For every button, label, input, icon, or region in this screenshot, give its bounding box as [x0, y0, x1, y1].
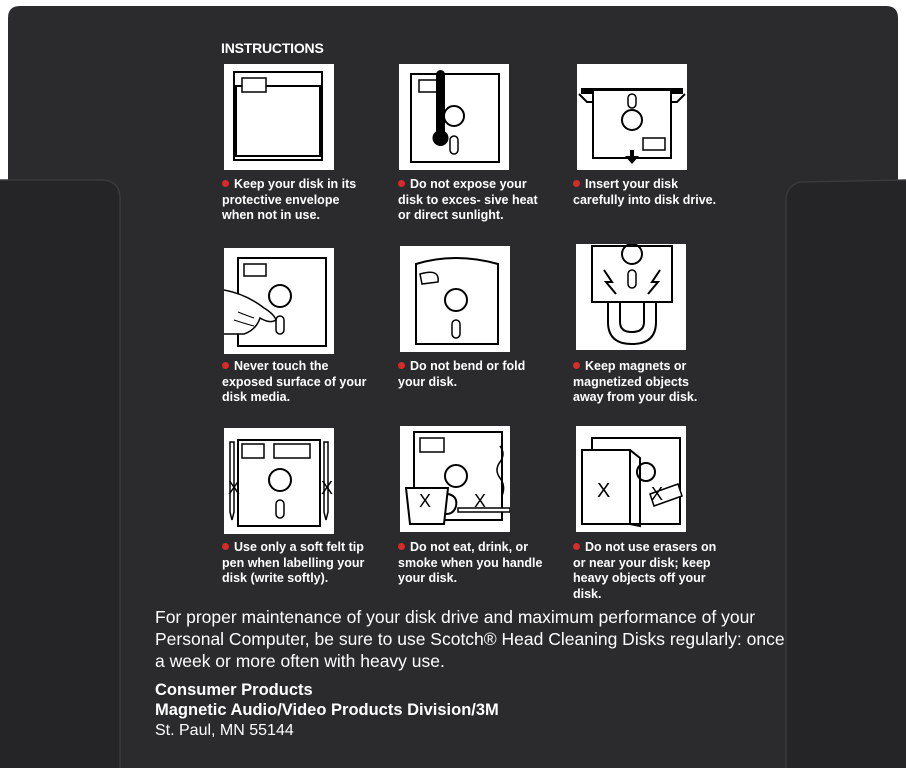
- page-title: INSTRUCTIONS: [221, 40, 324, 56]
- pen-illustration: [224, 428, 334, 534]
- drive-illustration: [577, 64, 687, 170]
- bullet-icon: [222, 180, 229, 187]
- bullet-icon: [398, 180, 405, 187]
- x-mark: X: [228, 478, 241, 498]
- bullet-icon: [222, 543, 229, 550]
- bend-illustration: [400, 246, 510, 352]
- magnet-illustration: [576, 244, 686, 350]
- x-mark: X: [474, 491, 487, 511]
- instruction-caption: Do not expose your disk to exces- sive heat or direct sunlight.: [398, 177, 538, 222]
- instruction-caption: Do not bend or fold your disk.: [398, 359, 526, 389]
- bullet-icon: [573, 180, 580, 187]
- food-illustration: [400, 426, 510, 532]
- heat-illustration: [399, 64, 509, 170]
- company-line-3: St. Paul, MN 55144: [155, 722, 294, 739]
- touch-illustration: [224, 248, 334, 354]
- instruction-caption: Insert your disk carefully into disk drive.: [573, 177, 717, 207]
- x-mark: X: [419, 491, 432, 511]
- instruction-caption: Keep your disk in its protective envelope when not in use.: [222, 177, 357, 222]
- instruction-caption: Use only a soft felt tip pen when labelling your disk (write softly).: [222, 540, 365, 585]
- maintenance-note: For proper maintenance of your disk drive and maximum performance of your Personal Computer, be sure to use Scotch® Head Cleaning Disks regularly: once a week or more often with heavy use.: [155, 607, 785, 671]
- company-line-2: Magnetic Audio/Video Products Division/3M: [155, 701, 499, 719]
- instruction-caption: Keep magnets or magnetized objects away from your disk.: [573, 359, 698, 404]
- bullet-icon: [398, 543, 405, 550]
- x-mark: X: [597, 480, 611, 502]
- bullet-icon: [573, 362, 580, 369]
- envelope-illustration: [224, 64, 334, 170]
- instruction-caption: Do not eat, drink, or smoke when you handle your disk.: [398, 540, 543, 585]
- x-mark: X: [651, 484, 664, 504]
- bullet-icon: [222, 362, 229, 369]
- instruction-caption: Do not use erasers on or near your disk; keep heavy objects off your disk.: [573, 540, 717, 601]
- instruction-caption: Never touch the exposed surface of your disk media.: [222, 359, 367, 404]
- x-mark: X: [321, 478, 334, 498]
- company-line-1: Consumer Products: [155, 681, 313, 699]
- eraser-illustration: [576, 426, 686, 532]
- bullet-icon: [398, 362, 405, 369]
- bullet-icon: [573, 543, 580, 550]
